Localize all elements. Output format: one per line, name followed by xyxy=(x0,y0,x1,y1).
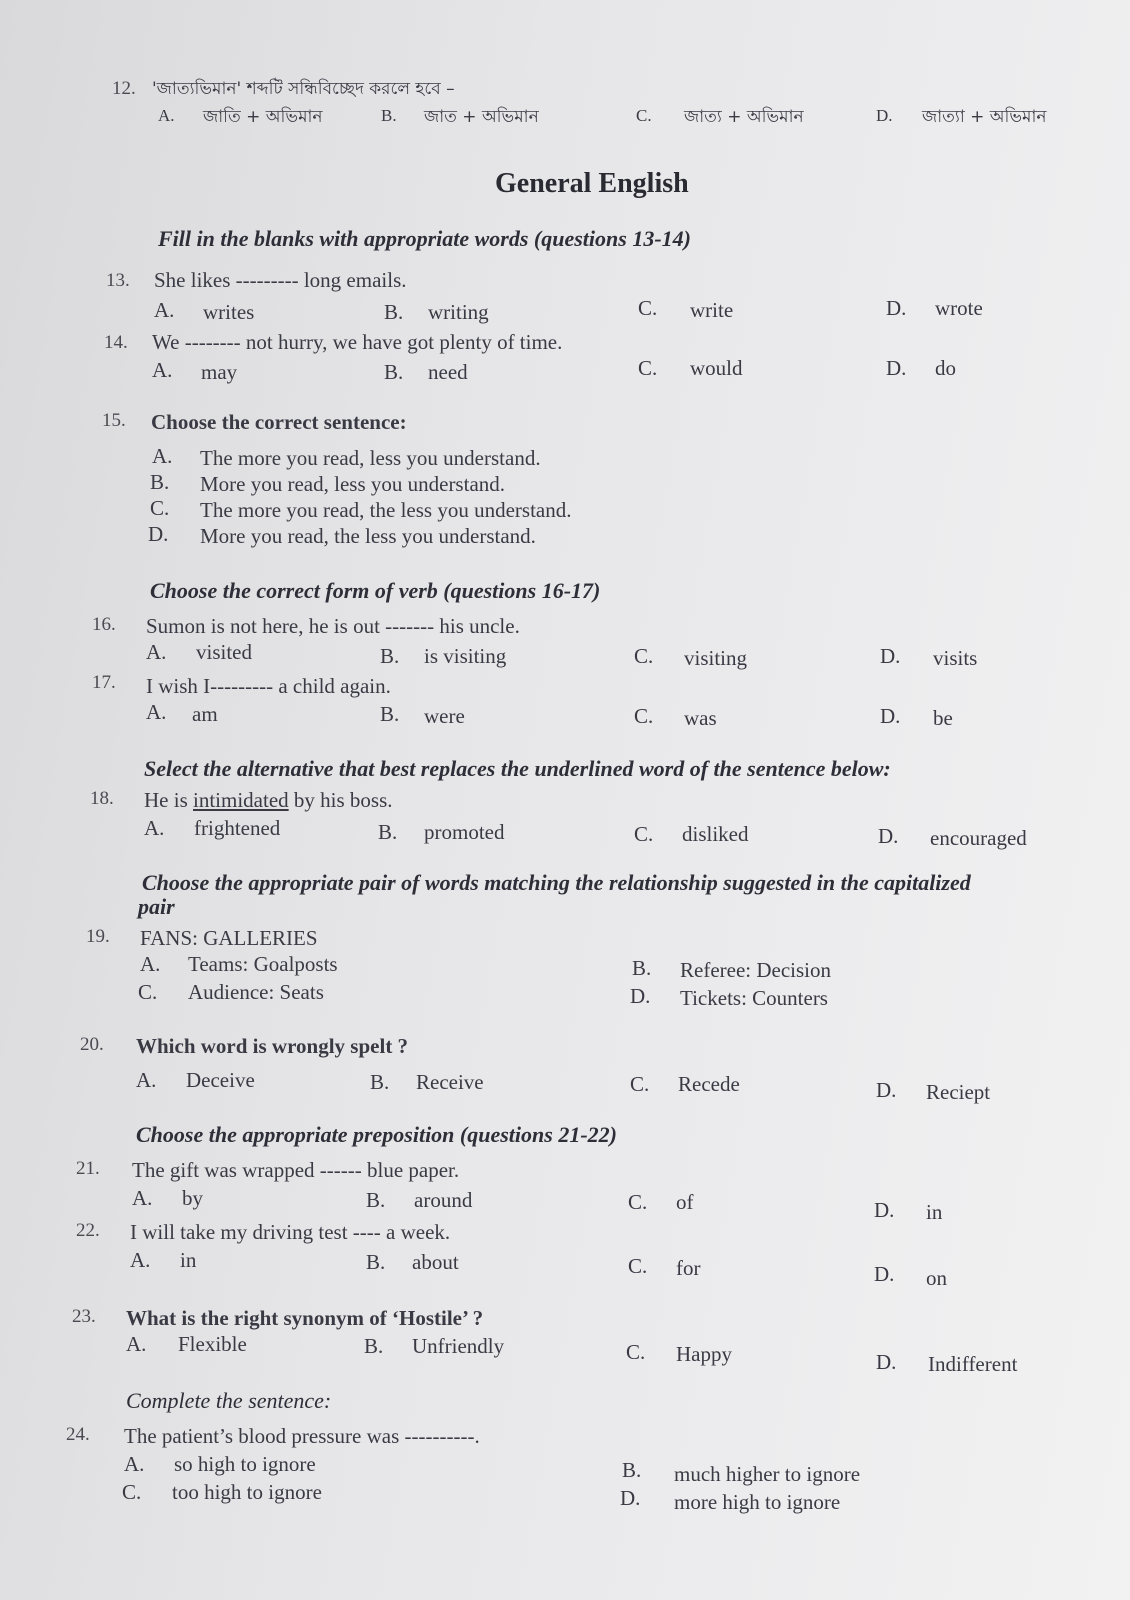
option-letter: C. xyxy=(122,1480,142,1504)
option-letter: D. xyxy=(876,106,893,125)
option-letter: B. xyxy=(364,1334,384,1358)
question-text-pre: He is xyxy=(144,788,193,812)
option-text: Receive xyxy=(416,1070,484,1094)
option-text: more high to ignore xyxy=(674,1490,841,1514)
option-text: writing xyxy=(428,300,489,324)
option-letter: B. xyxy=(384,300,404,324)
option-text: The more you read, less you understand. xyxy=(200,446,541,470)
option-letter: B. xyxy=(378,820,398,844)
question-number: 19. xyxy=(86,926,110,947)
option-letter: A. xyxy=(146,640,167,664)
option-text: Audience: Seats xyxy=(188,980,324,1004)
question-text: 'জাত্যভিমান' শব্দটি সন্ধিবিচ্ছেদ করলে হবে – xyxy=(152,79,455,99)
option-letter: C. xyxy=(628,1190,648,1214)
option-text: may xyxy=(201,360,238,384)
question-text: The gift was wrapped ------ blue paper. xyxy=(132,1158,460,1182)
option-letter: C. xyxy=(634,704,654,728)
option-text: Reciept xyxy=(926,1080,991,1104)
question-number: 16. xyxy=(92,614,116,635)
option-letter: A. xyxy=(152,444,173,468)
question-number: 22. xyxy=(76,1220,100,1241)
option-text: would xyxy=(690,356,743,380)
instructions: Select the alternative that best replaces the underlined word of the sentence below: xyxy=(144,756,891,781)
option-letter: B. xyxy=(381,106,397,125)
question-text: Sumon is not here, he is out ------- his uncle. xyxy=(146,614,520,638)
option-letter: C. xyxy=(636,106,652,125)
option-text: frightened xyxy=(194,816,281,840)
option-letter: B. xyxy=(384,360,404,384)
option-text: writes xyxy=(203,300,255,324)
option-letter: C. xyxy=(634,644,654,668)
option-text: so high to ignore xyxy=(174,1452,316,1476)
question-text xyxy=(144,788,393,813)
option-text: Happy xyxy=(676,1342,732,1366)
question-number: 23. xyxy=(72,1306,96,1327)
option-letter: A. xyxy=(130,1248,151,1272)
option-letter: D. xyxy=(874,1262,895,1286)
instructions: Choose the appropriate preposition (questions 21-22) xyxy=(136,1122,617,1147)
option-letter: B. xyxy=(380,702,400,726)
option-text: জাত্যা + অভিমান xyxy=(922,107,1047,127)
option-letter: A. xyxy=(146,700,167,724)
question-text-post: by his boss. xyxy=(288,788,393,812)
option-text: by xyxy=(182,1186,203,1210)
option-letter: D. xyxy=(630,984,651,1008)
option-text: on xyxy=(926,1266,947,1290)
option-letter: B. xyxy=(632,956,652,980)
option-text: were xyxy=(424,704,465,728)
option-text: visits xyxy=(933,646,978,670)
option-text: need xyxy=(428,360,468,384)
option-letter: A. xyxy=(154,298,175,322)
option-letter: A. xyxy=(124,1452,145,1476)
option-text: More you read, less you understand. xyxy=(200,472,506,496)
option-letter: C. xyxy=(638,356,658,380)
question-number: 12. xyxy=(112,78,136,99)
option-letter: B. xyxy=(380,644,400,668)
option-text: is visiting xyxy=(424,644,507,668)
question-text: We -------- not hurry, we have got plenty of time. xyxy=(152,330,563,354)
option-text: around xyxy=(414,1188,473,1212)
option-text: do xyxy=(935,356,956,380)
option-text: Indifferent xyxy=(928,1352,1018,1376)
option-text: Flexible xyxy=(178,1332,247,1356)
option-letter: D. xyxy=(874,1198,895,1222)
option-text: about xyxy=(412,1250,459,1274)
instructions: Complete the sentence: xyxy=(126,1388,332,1413)
option-text: of xyxy=(676,1190,694,1214)
option-letter: B. xyxy=(622,1458,642,1482)
option-letter: C. xyxy=(634,822,654,846)
option-letter: C. xyxy=(630,1072,650,1096)
option-letter: D. xyxy=(886,296,907,320)
option-letter: A. xyxy=(140,952,161,976)
option-letter: D. xyxy=(878,824,899,848)
question-text: Which word is wrongly spelt ? xyxy=(136,1034,409,1058)
question-number: 17. xyxy=(92,672,116,693)
option-letter: A. xyxy=(152,358,173,382)
option-letter: C. xyxy=(638,296,658,320)
question-text: I wish I--------- a child again. xyxy=(146,674,391,698)
option-letter: A. xyxy=(132,1186,153,1210)
option-letter: C. xyxy=(628,1254,648,1278)
option-letter: D. xyxy=(880,644,901,668)
question-text: The patient’s blood pressure was ----------. xyxy=(124,1424,480,1448)
option-letter: D. xyxy=(886,356,907,380)
option-letter: A. xyxy=(144,816,165,840)
option-text: visited xyxy=(196,640,252,664)
option-text: write xyxy=(690,298,734,322)
option-letter: B. xyxy=(150,470,170,494)
option-text: Unfriendly xyxy=(412,1334,505,1358)
option-letter: B. xyxy=(366,1250,386,1274)
option-text: জাতি + অভিমান xyxy=(203,107,323,127)
question-text: Choose the correct sentence: xyxy=(151,410,407,434)
option-text: promoted xyxy=(424,820,505,844)
question-number: 24. xyxy=(66,1424,90,1445)
instructions: pair xyxy=(138,894,175,919)
question-number: 18. xyxy=(90,788,114,809)
option-text: Recede xyxy=(678,1072,740,1096)
question-text: She likes --------- long emails. xyxy=(154,268,407,292)
option-letter: A. xyxy=(136,1068,157,1092)
option-letter: D. xyxy=(876,1078,897,1102)
question-text: What is the right synonym of ‘Hostile’ ? xyxy=(126,1306,484,1330)
instructions: Choose the appropriate pair of words matching the relationship suggested in the capitalized xyxy=(142,870,971,895)
question-text: FANS: GALLERIES xyxy=(140,926,318,950)
instructions: Choose the correct form of verb (questions 16-17) xyxy=(150,578,601,603)
option-letter: C. xyxy=(150,496,170,520)
option-text: be xyxy=(933,706,953,730)
option-text: in xyxy=(926,1200,943,1224)
option-letter: D. xyxy=(148,522,169,546)
option-text: am xyxy=(192,702,218,726)
option-text: much higher to ignore xyxy=(674,1462,861,1486)
option-text: Tickets: Counters xyxy=(680,986,828,1010)
question-number: 15. xyxy=(102,410,126,431)
option-letter: B. xyxy=(366,1188,386,1212)
option-letter: B. xyxy=(370,1070,390,1094)
question-number: 13. xyxy=(106,270,130,291)
question-text: I will take my driving test ---- a week. xyxy=(130,1220,451,1244)
option-text: Referee: Decision xyxy=(680,958,832,982)
option-text: disliked xyxy=(682,822,749,846)
option-text: visiting xyxy=(684,646,748,670)
option-letter: C. xyxy=(138,980,158,1004)
option-text: More you read, the less you understand. xyxy=(200,524,536,548)
option-text: Teams: Goalposts xyxy=(188,952,338,976)
option-letter: D. xyxy=(880,704,901,728)
section-title: General English xyxy=(495,168,689,199)
instructions: Fill in the blanks with appropriate words (questions 13-14) xyxy=(158,226,691,251)
option-letter: A. xyxy=(158,106,175,125)
underlined-word: intimidated xyxy=(193,788,289,812)
question-number: 14. xyxy=(104,332,128,353)
option-letter: A. xyxy=(126,1332,147,1356)
option-text: was xyxy=(684,706,717,730)
option-letter: C. xyxy=(626,1340,646,1364)
option-letter: D. xyxy=(876,1350,897,1374)
option-text: in xyxy=(180,1248,197,1272)
option-text: wrote xyxy=(935,296,983,320)
option-text: জাত + অভিমান xyxy=(424,107,539,127)
option-text: Deceive xyxy=(186,1068,255,1092)
option-text: for xyxy=(676,1256,701,1280)
question-number: 21. xyxy=(76,1158,100,1179)
option-text: encouraged xyxy=(930,826,1027,850)
option-letter: D. xyxy=(620,1486,641,1510)
option-text: too high to ignore xyxy=(172,1480,322,1504)
question-number: 20. xyxy=(80,1034,104,1055)
option-text: The more you read, the less you understand. xyxy=(200,498,572,522)
option-text: জাত্য + অভিমান xyxy=(684,107,804,127)
